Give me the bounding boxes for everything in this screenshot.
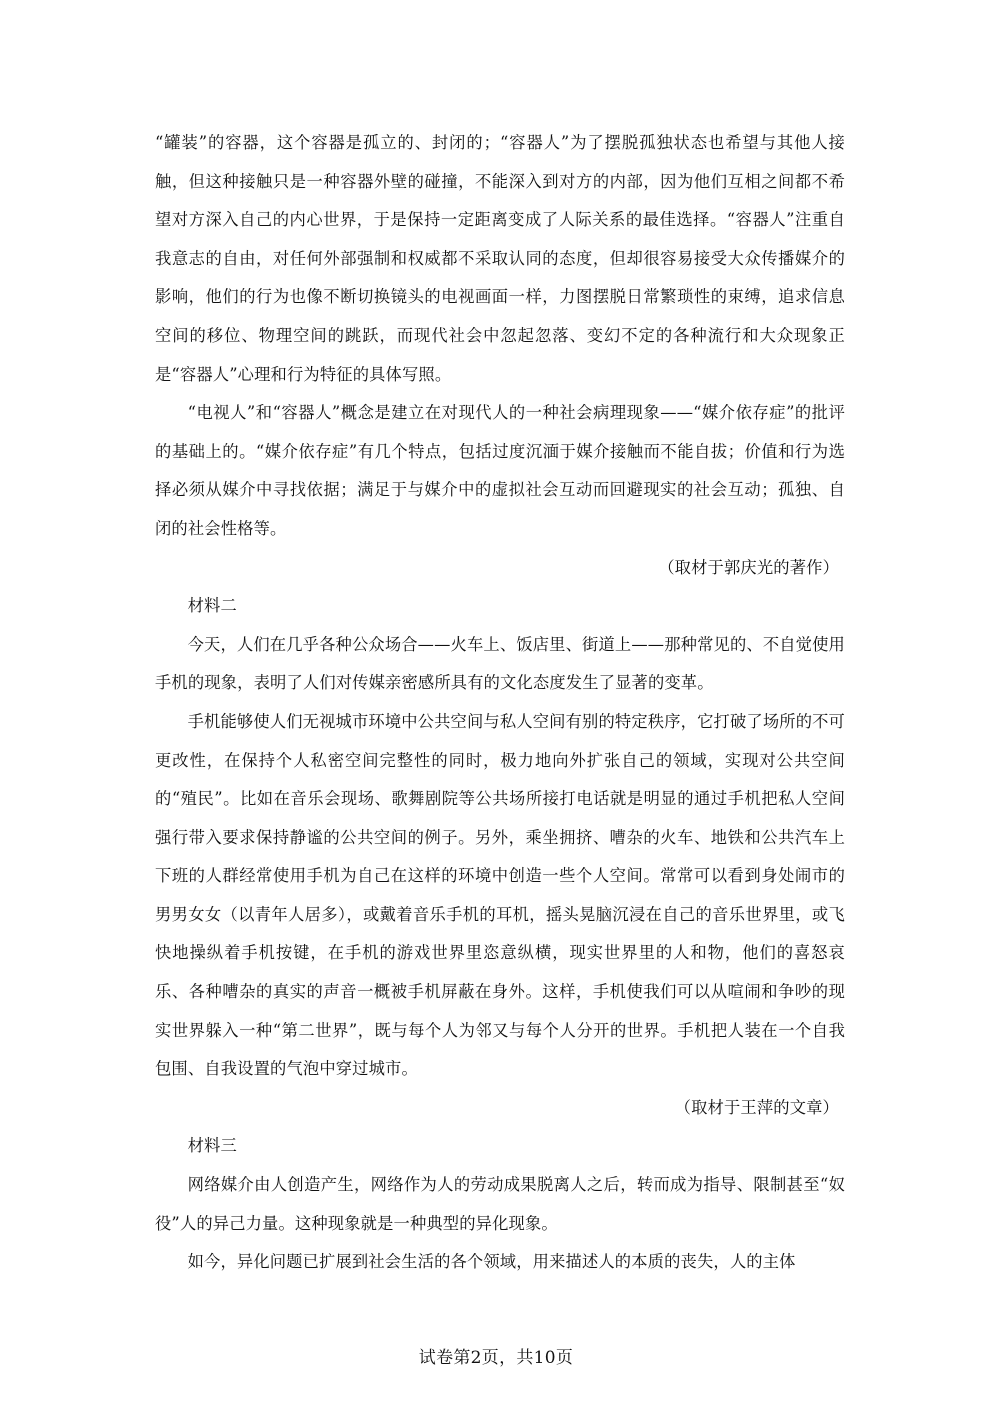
source-citation-wang: （取材于王萍的文章） bbox=[674, 1097, 839, 1117]
material-2-heading: 材料二 bbox=[187, 596, 237, 616]
material-3-heading: 材料三 bbox=[187, 1136, 237, 1156]
paragraph-container-man-continued: “罐装”的容器，这个容器是孤立的、封闭的；“容器人”为了摆脱孤独状态也希望与其他人接触，但这种接触只是一种容器外壁的碰撞，不能深入到对方的内部，因为他们互相之间都不希望对方深入自己的内心世界，于是保持一定距离变成了人际关系的最佳选择。“容器人”注重自我意志的自由，对任何外部强制和权威都不采取认同的态度，但却很容易接受大众传播媒介的影响，他们的行为也像不断切换镜头的电视画面一样，力图摆脱日常繁琐性的束缚，追求信息空间的移位、物理空间的跳跃，而现代社会中忽起忽落、变幻不定的各种流行和大众现象正是“容器人”心理和行为特征的具体写照。 bbox=[155, 133, 845, 384]
paragraph-network-alienation: 网络媒介由人创造产生，网络作为人的劳动成果脱离人之后，转而成为指导、限制甚至“奴役”人的异己力量。这种现象就是一种典型的异化现象。 bbox=[155, 1175, 845, 1233]
paragraph-phone-public-places: 今天，人们在几乎各种公众场合——火车上、饭店里、街道上——那种常见的、不自觉使用手机的现象，表明了人们对传媒亲密感所具有的文化态度发生了显著的变革。 bbox=[155, 634, 845, 693]
paragraph-phone-private-space: 手机能够使人们无视城市环境中公共空间与私人空间有别的特定秩序，它打破了场所的不可更改性，在保持个人私密空间完整性的同时，极力地向外扩张自己的领域，实现对公共空间的“殖民”。比如在音乐会现场、歌舞剧院等公共场所接打电话就是明显的通过手机把私人空间强行带入要求保持静谧的公共空间的例子。另外，乘坐拥挤、嘈杂的火车、地铁和公共汽车上下班的人群经常使用手机为自己在这样的环境中创造一些个人空间。常常可以看到身处闹市的男男女女（以青年人居多），或戴着音乐手机的耳机，摇头晃脑沉浸在自己的音乐世界里，或飞快地操纵着手机按键，在手机的游戏世界里恣意纵横，现实世界里的人和物，他们的喜怒哀乐、各种嘈杂的真实的声音一概被手机屏蔽在身外。这样，手机使我们可以从喧闹和争吵的现实世界躲入一种“第二世界”，既与每个人为邻又与每个人分开的世界。手机把人装在一个自我包围、自我设置的气泡中穿过城市。 bbox=[155, 711, 845, 1079]
page-content bbox=[155, 124, 845, 1282]
page-footer: 试卷第2页，共10页 bbox=[418, 1348, 574, 1368]
source-citation-guo: （取材于郭庆光的著作） bbox=[658, 557, 839, 577]
paragraph-alienation-expanded: 如今，异化问题已扩展到社会生活的各个领域，用来描述人的本质的丧失，人的主体 bbox=[187, 1252, 796, 1272]
paragraph-media-dependency: “电视人”和“容器人”概念是建立在对现代人的一种社会病理现象——“媒介依存症”的批评的基础上的。“媒介依存症”有几个特点，包括过度沉湎于媒介接触而不能自拔；价值和行为选择必须从媒介中寻找依据；满足于与媒介中的虚拟社会互动而回避现实的社会互动；孤独、自闭的社会性格等。 bbox=[155, 403, 845, 538]
